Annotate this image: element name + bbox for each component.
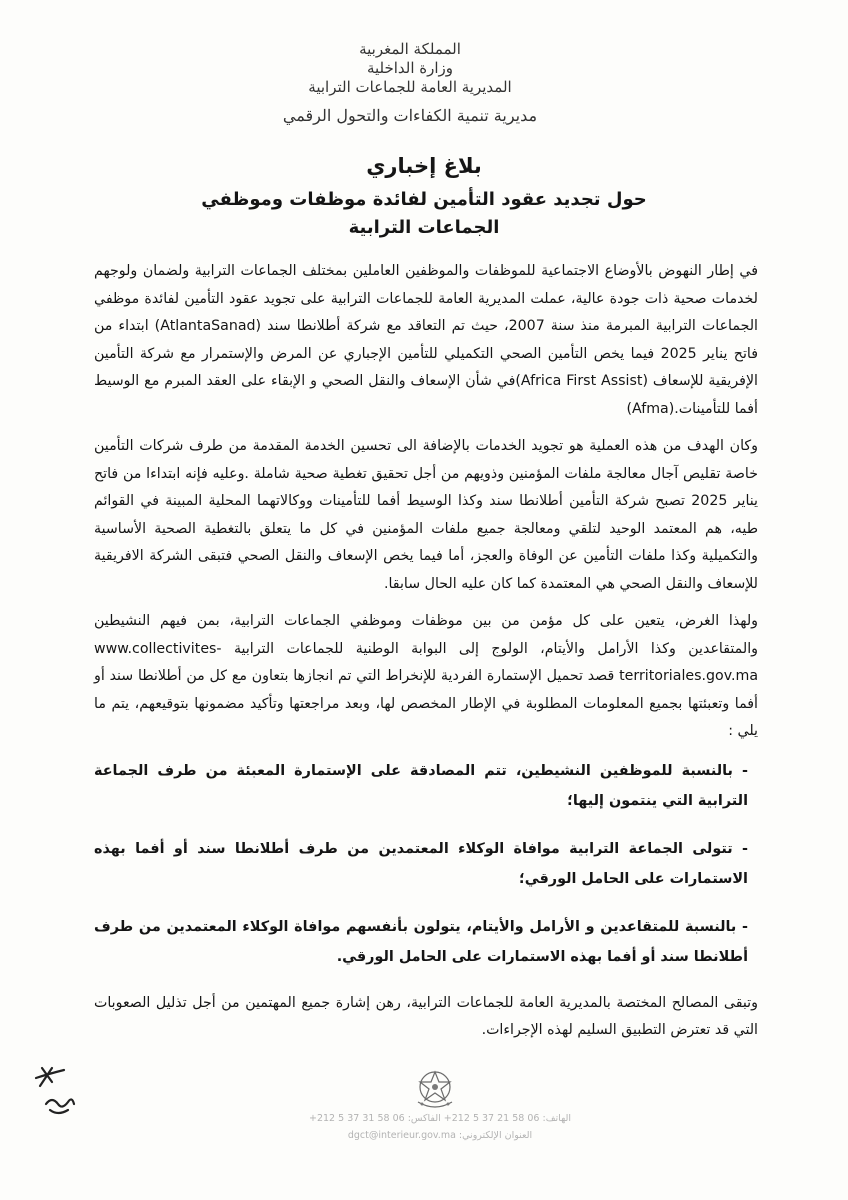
- list-item-territorial-collectivity: - تتولى الجماعة الترابية موافاة الوكلاء المعتمدين من طرف أطلانطا سند أو أفما بهذه الاستمارات على الحامل الورقي؛: [94, 840, 748, 887]
- subtitle-line-2: الجماعات الترابية: [348, 217, 500, 238]
- closing-paragraph: وتبقى المصالح المختصة بالمديرية العامة للجماعات الترابية، رهن إشارة جميع المهتمين من أجل تذليل الصعوبات التي قد تعترض التطبيق السليم لهذه الإجراءات.: [94, 994, 758, 1038]
- portal-url: www.collectivites-territoriales.gov.ma: [94, 640, 759, 684]
- letterhead-ministry: وزارة الداخلية: [366, 59, 454, 77]
- p1-text-1: في إطار النهوض بالأوضاع الاجتماعية للموظفات والموظفين العاملين بمختلف الجماعات الترابية ولضمان ولوجهم لخدمات صحية ذات جودة عالية، عملت المديرية العامة للجماعات الترابية على تجويد عقود التأمين لفائدة موظفي الجماعات الترابية المبرمة منذ سنة 2007، حيث تم التعاقد مع شركة أطلانطا سند (: [94, 263, 758, 334]
- document-title: بلاغ إخباري: [366, 154, 482, 178]
- p3-text-1: ولهذا الغرض، يتعين على كل مؤمن من بين موظفات وموظفي الجماعات الترابية، بمن فيهم النشيطين والمتقاعدين وكذا الأرامل والأيتام، الولوج إلى البوابة الوطنية للجماعات الترابية: [94, 613, 759, 657]
- letterhead: [200, 40, 620, 127]
- p1-text-2: ) ابتداء من فاتح يناير 2025 فيما يخص التأمين الصحي التكميلي للتأمين الإجباري عن المرض والإستمرار مع شركة التأمين الإفريقية للإسعاف (: [94, 318, 758, 389]
- handwritten-initials: [28, 1060, 84, 1130]
- letterhead-directorate-general: المديرية العامة للجماعات الترابية: [308, 78, 512, 96]
- footer-email: العنوان الإلكتروني: dgct@interieur.gov.ma: [347, 1130, 533, 1141]
- footer-phone-fax: الهاتف: 06 58 21 37 5 212+ الفاكس: 06 58 31 37 5 212+: [309, 1113, 571, 1124]
- royal-star-seal-icon: [410, 1068, 460, 1112]
- list-item-active-employees: - بالنسبة للموظفين النشيطين، تتم المصادقة على الإستمارة المعبئة من طرف الجماعة الترابية التي ينتمون إليها؛: [94, 762, 748, 809]
- paragraph-2: وكان الهدف من هذه العملية هو تجويد الخدمات بالإضافة الى تحسين الخدمة المقدمة من طرف شركات التأمين خاصة تقليص آجال معالجة ملفات المؤمنين وذويهم من أجل تحقيق تغطية صحية شاملة .وعليه فإنه ابتداءا من فاتح يناير 2025 تصبح شركة التأمين أطلانطا سند وكذا الوسيط أفما للتأمينات ووكالاتهما المحلية المبينة في القوائم طيه، هم المعتمد الوحيد لتلقي ومعالجة جميع ملفات المؤمنين في كل ما يتعلق بالتغطية الصحية الأساسية والتكميلية وكذا ملفات التأمين عن الوفاة والعجز، أما فيما يخص الإسعاف والنقل الصحي فتبقى الشركة الافريقية للإسعاف والنقل الصحي هي المعتمدة كما كان عليه الحال سابقا.: [94, 438, 758, 592]
- p1-text-4: ): [626, 400, 632, 417]
- letterhead-kingdom: المملكة المغربية: [359, 40, 461, 58]
- p1-company-afma: Afma: [632, 400, 669, 417]
- letterhead-department: مديرية تنمية الكفاءات والتحول الرقمي: [282, 106, 538, 125]
- p1-company-atlantasanad: AtlantaSanad: [160, 318, 256, 334]
- paragraph-3: [94, 608, 758, 746]
- document-body: [94, 258, 758, 1055]
- p3-text-2: قصد تحميل الإستمارة الفردية للإنخراط التي تم انجازها بتعاون مع كل من أطلانطا سند أو أفما وتعبئتها بجميع المعلومات المطلوبة في الإطار المخصص لها، وبعد مراجعتها وتأكيد مضمونها بتوقيعهم، يتم ما يلي :: [94, 668, 758, 739]
- footer-contact: [290, 1110, 590, 1144]
- p1-company-africa-first-assist: Africa First Assist: [520, 373, 643, 389]
- paragraph-1: [94, 258, 758, 423]
- document-subtitle: [150, 186, 698, 242]
- list-item-retirees: - بالنسبة للمتقاعدين و الأرامل والأيتام، يتولون بأنفسهم موافاة الوكلاء المعتمدين من طرف أطلانطا سند أو أفما بهذه الاستمارات على الحامل الورقي.: [94, 918, 748, 965]
- p1-text-3: )في شأن الإسعاف والنقل الصحي و الإبقاء على العقد المبرم مع الوسيط أفما للتأمينات.(: [94, 373, 758, 417]
- subtitle-line-1: حول تجديد عقود التأمين لفائدة موظفات وموظفي: [201, 189, 647, 210]
